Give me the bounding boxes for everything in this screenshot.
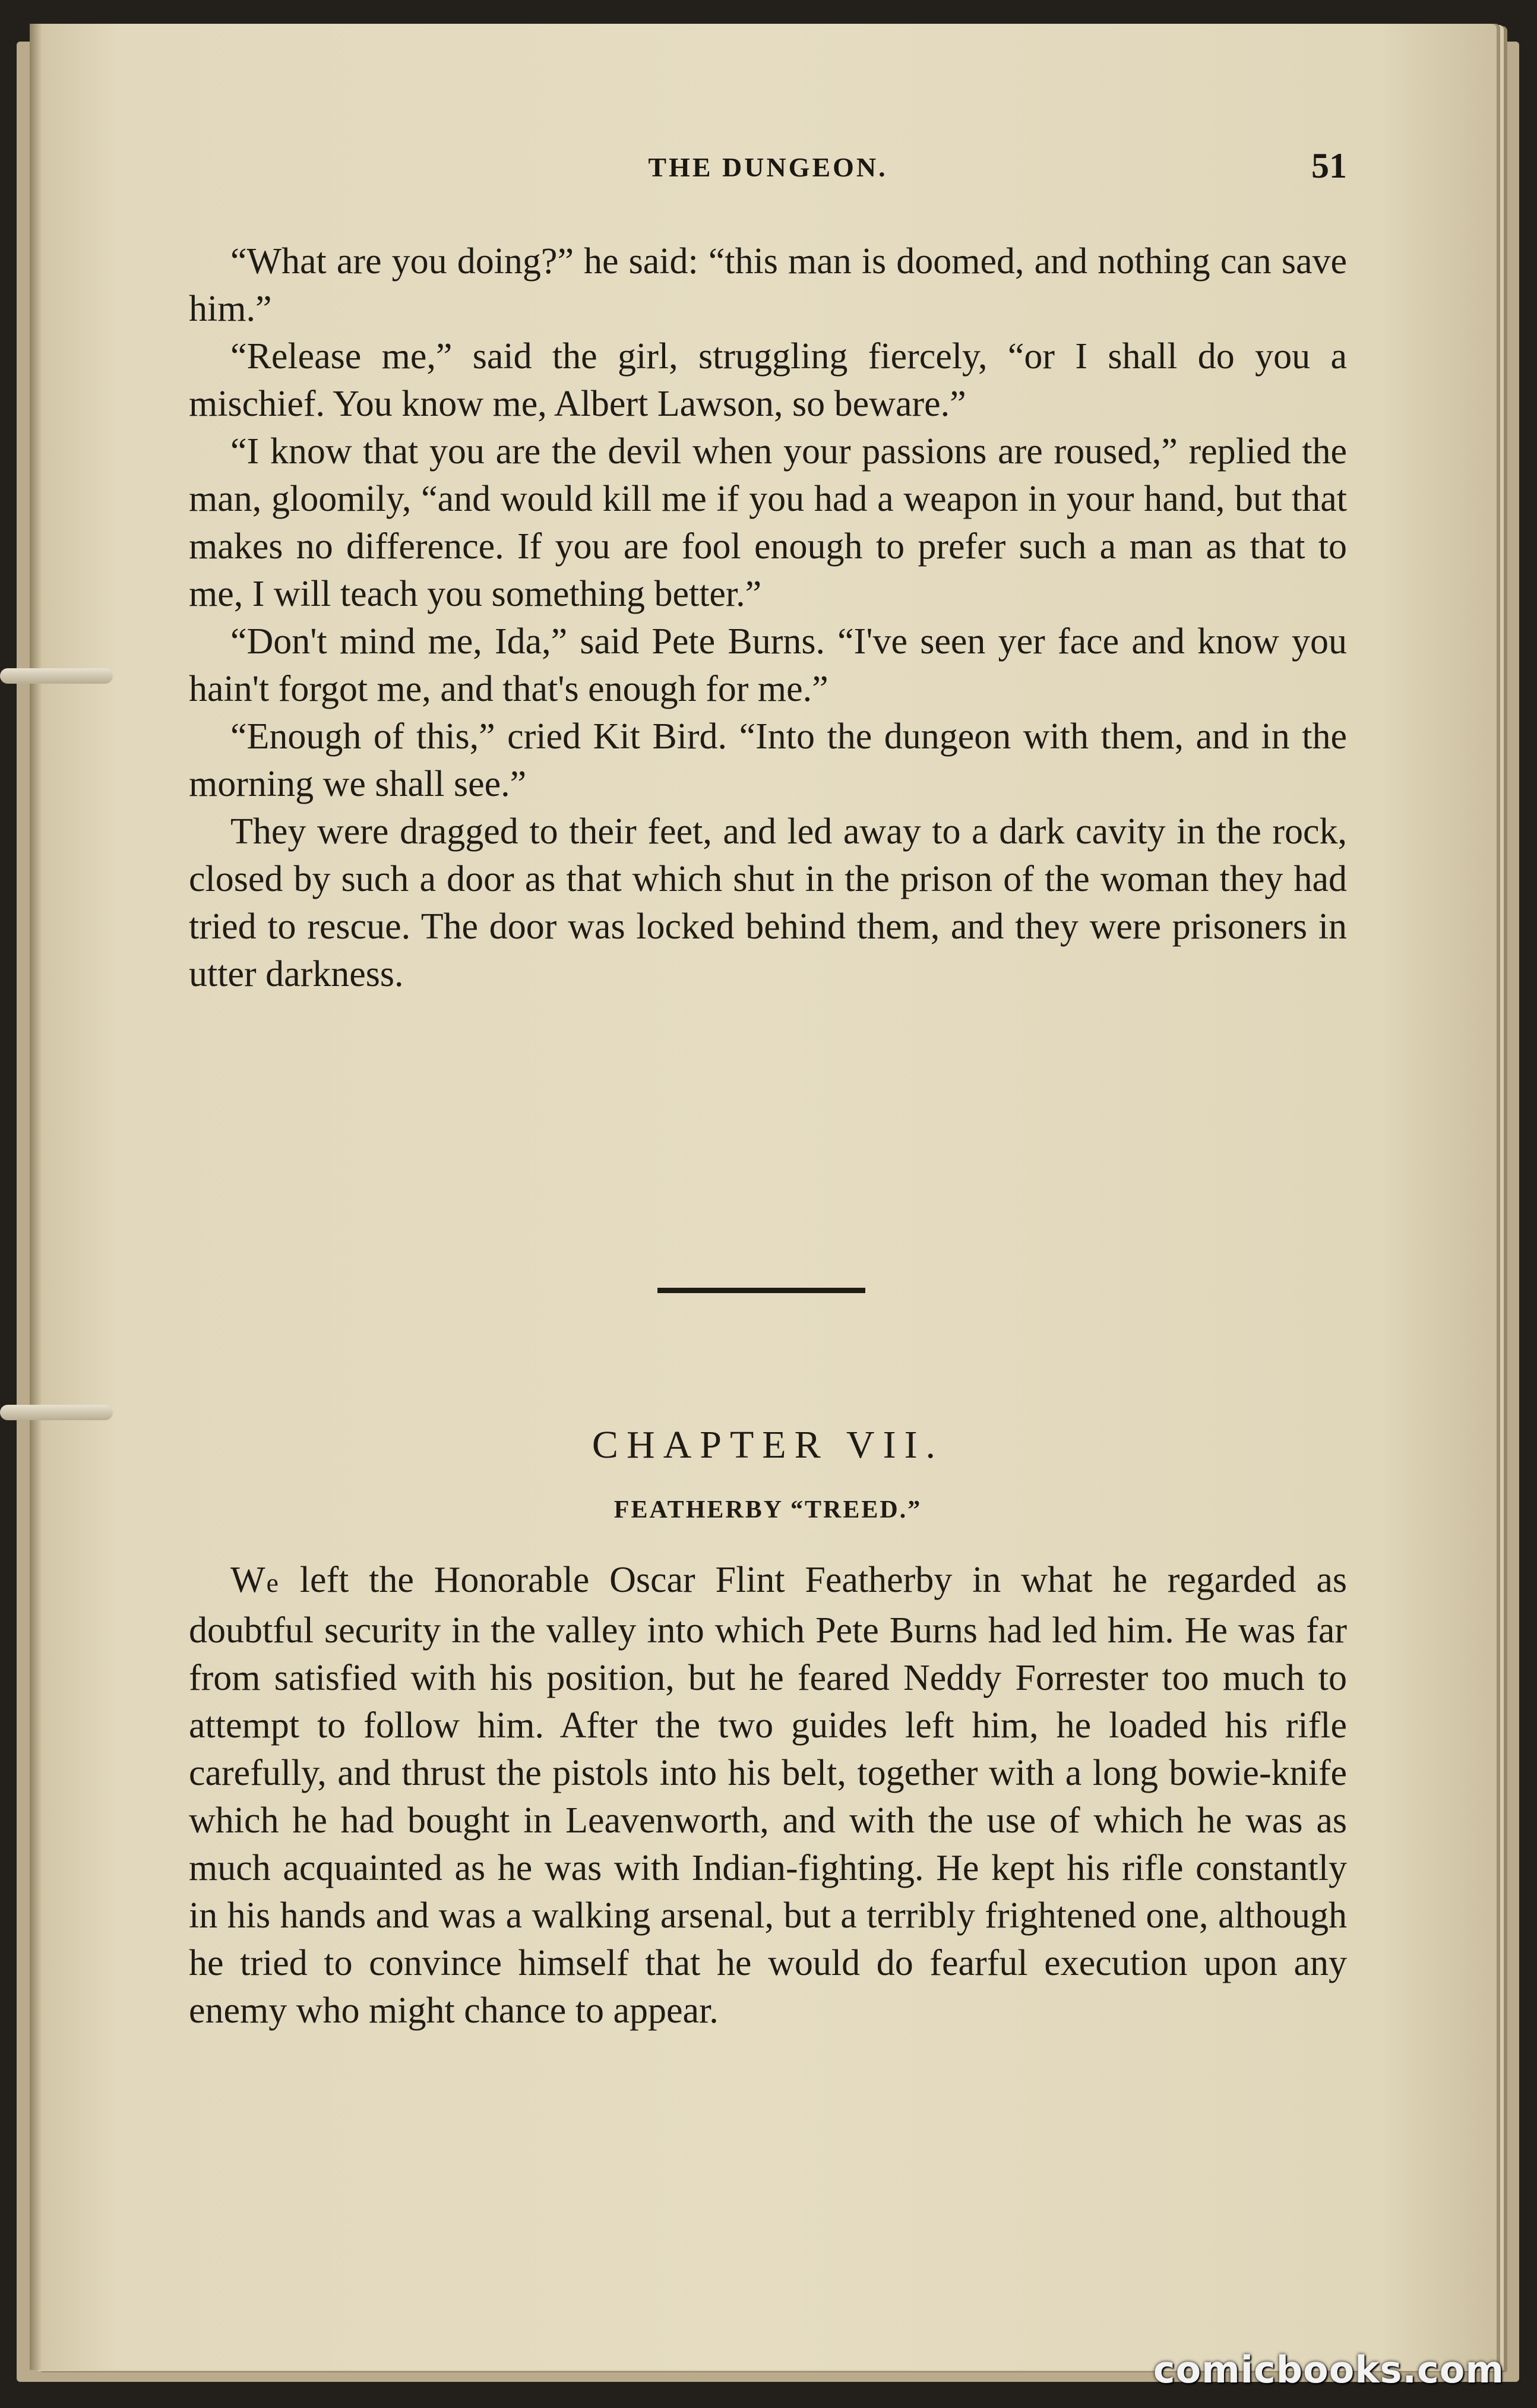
chapter-subtitle: FEATHERBY “TREED.” <box>613 1496 922 1524</box>
chapter-divider-rule <box>657 1288 865 1293</box>
page-number: 51 <box>1311 146 1347 185</box>
binding-thread-mark <box>0 1405 113 1420</box>
paragraph: “Enough of this,” cried Kit Bird. “Into the dungeon with them, and in the morning we shall see.” <box>189 716 1347 804</box>
opening-paragraph-text: left the Honorable Oscar Flint Featherby in what he regarded as doubtful security in the valley into which Pete Burns had led him. He was far from satisfied with his position, but he feared Neddy Forrester too much to attempt to follow him. After the two guides left him, he loaded his rifle carefully, and thrust the pistols into his belt, together with a long bowie-knife which he had bought in Leavenworth, and with the use of which he was as much acquainted as he was with Indian-fighting. He kept his rifle constantly in his hands and was a walking arsenal, but a terribly frightened one, although he tried to convince himself that he would do fearful execution upon any enemy who might chance to appear. <box>189 1560 1347 2031</box>
running-head <box>189 146 1347 199</box>
page-gutter-shadow <box>30 24 42 2370</box>
paragraph: “I know that you are the devil when your passions are roused,” replied the man, gloomily, “and would kill me if you had a weapon in your hand, but that makes no difference. If you are fool enough to prefer such a man as that to me, I will teach you something better.” <box>189 431 1347 614</box>
body-text-before-chapter <box>189 238 1347 998</box>
paragraph: “Don't mind me, Ida,” said Pete Burns. “I've seen yer face and know you hain't forgot me, and that's enough for me.” <box>189 621 1347 709</box>
site-watermark: comicbooks.com <box>1153 2348 1504 2391</box>
chapter-opening-paragraph <box>189 1556 1347 2034</box>
running-title: THE DUNGEON. <box>648 152 888 182</box>
opening-smallcaps: We <box>230 1560 280 1600</box>
paragraph: “What are you doing?” he said: “this man is doomed, and nothing can save him.” <box>189 241 1347 329</box>
chapter-title: CHAPTER VII. <box>592 1423 944 1467</box>
paragraph: “Release me,” said the girl, struggling fiercely, “or I shall do you a mischief. You know me, Albert Lawson, so beware.” <box>189 336 1347 424</box>
chapter-body-text <box>189 1556 1347 2034</box>
binding-thread-mark <box>0 668 113 684</box>
paragraph: They were dragged to their feet, and led away to a dark cavity in the rock, closed by such a door as that which shut in the prison of the woman they had tried to rescue. The door was locked behind them, and they were prisoners in utter darkness. <box>189 811 1347 994</box>
